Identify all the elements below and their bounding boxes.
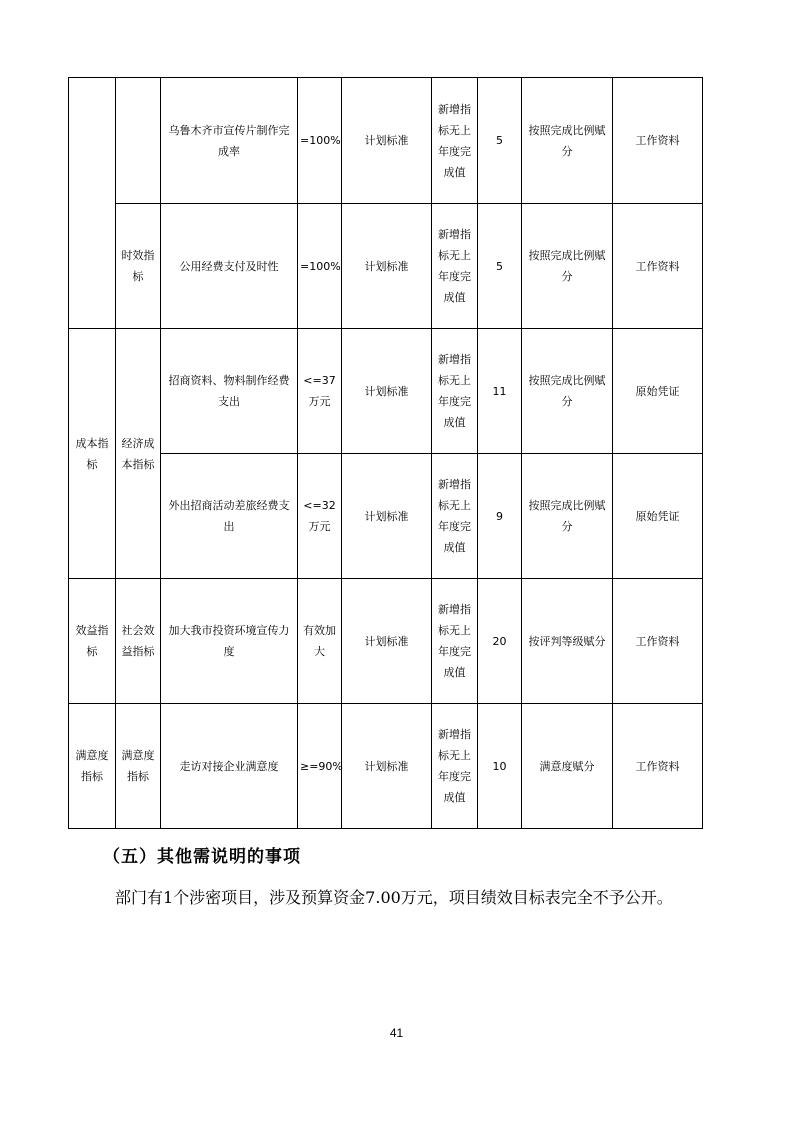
standard-cell: 计划标准 xyxy=(342,704,432,829)
standard-cell: 计划标准 xyxy=(342,579,432,704)
basis-cell: 新增指标无上年度完成值 xyxy=(432,78,478,204)
basis-cell: 新增指标无上年度完成值 xyxy=(432,329,478,454)
table-row xyxy=(69,329,703,454)
category-l2-cell: 经济成本指标 xyxy=(116,329,161,579)
table-row xyxy=(69,454,703,579)
target-cell: <=32万元 xyxy=(298,454,342,579)
standard-cell: 计划标准 xyxy=(342,78,432,204)
table-row xyxy=(69,579,703,704)
source-cell: 工作资料 xyxy=(613,704,703,829)
basis-cell: 新增指标无上年度完成值 xyxy=(432,204,478,329)
target-cell: =100% xyxy=(298,204,342,329)
indicator-cell: 招商资料、物料制作经费支出 xyxy=(161,329,298,454)
source-cell: 工作资料 xyxy=(613,204,703,329)
method-cell: 按照完成比例赋分 xyxy=(522,78,613,204)
score-cell: 5 xyxy=(478,78,522,204)
performance-table xyxy=(68,77,703,829)
source-cell: 工作资料 xyxy=(613,78,703,204)
category-l2-cell: 满意度指标 xyxy=(116,704,161,829)
indicator-cell: 乌鲁木齐市宣传片制作完成率 xyxy=(161,78,298,204)
section-heading: （五）其他需说明的事项 xyxy=(103,847,301,867)
category-l2-cell: 社会效益指标 xyxy=(116,579,161,704)
score-cell: 20 xyxy=(478,579,522,704)
target-cell: ≥=90% xyxy=(298,704,342,829)
source-cell: 原始凭证 xyxy=(613,454,703,579)
standard-cell: 计划标准 xyxy=(342,204,432,329)
standard-cell: 计划标准 xyxy=(342,454,432,579)
method-cell: 按照完成比例赋分 xyxy=(522,329,613,454)
indicator-cell: 公用经费支付及时性 xyxy=(161,204,298,329)
score-cell: 9 xyxy=(478,454,522,579)
method-cell: 按照完成比例赋分 xyxy=(522,454,613,579)
indicator-cell: 加大我市投资环境宣传力度 xyxy=(161,579,298,704)
score-cell: 10 xyxy=(478,704,522,829)
basis-cell: 新增指标无上年度完成值 xyxy=(432,704,478,829)
category-l1-cell: 效益指标 xyxy=(69,579,116,704)
section-paragraph: 部门有1个涉密项目，涉及预算资金7.00万元，项目绩效目标表完全不予公开。 xyxy=(115,888,673,907)
table-row xyxy=(69,704,703,829)
source-cell: 工作资料 xyxy=(613,579,703,704)
target-cell: 有效加大 xyxy=(298,579,342,704)
indicator-cell: 外出招商活动差旅经费支出 xyxy=(161,454,298,579)
target-cell: =100% xyxy=(298,78,342,204)
method-cell: 按评判等级赋分 xyxy=(522,579,613,704)
basis-cell: 新增指标无上年度完成值 xyxy=(432,454,478,579)
basis-cell: 新增指标无上年度完成值 xyxy=(432,579,478,704)
table-row xyxy=(69,78,703,204)
score-cell: 11 xyxy=(478,329,522,454)
source-cell: 原始凭证 xyxy=(613,329,703,454)
category-l1-cell: 成本指标 xyxy=(69,329,116,579)
table-row xyxy=(69,204,703,329)
method-cell: 满意度赋分 xyxy=(522,704,613,829)
category-l1-cell xyxy=(69,78,116,329)
indicator-cell: 走访对接企业满意度 xyxy=(161,704,298,829)
category-l2-cell: 时效指标 xyxy=(116,204,161,329)
category-l2-cell xyxy=(116,78,161,204)
target-cell: <=37万元 xyxy=(298,329,342,454)
method-cell: 按照完成比例赋分 xyxy=(522,204,613,329)
score-cell: 5 xyxy=(478,204,522,329)
category-l1-cell: 满意度指标 xyxy=(69,704,116,829)
page-number: 41 xyxy=(389,1026,404,1040)
standard-cell: 计划标准 xyxy=(342,329,432,454)
